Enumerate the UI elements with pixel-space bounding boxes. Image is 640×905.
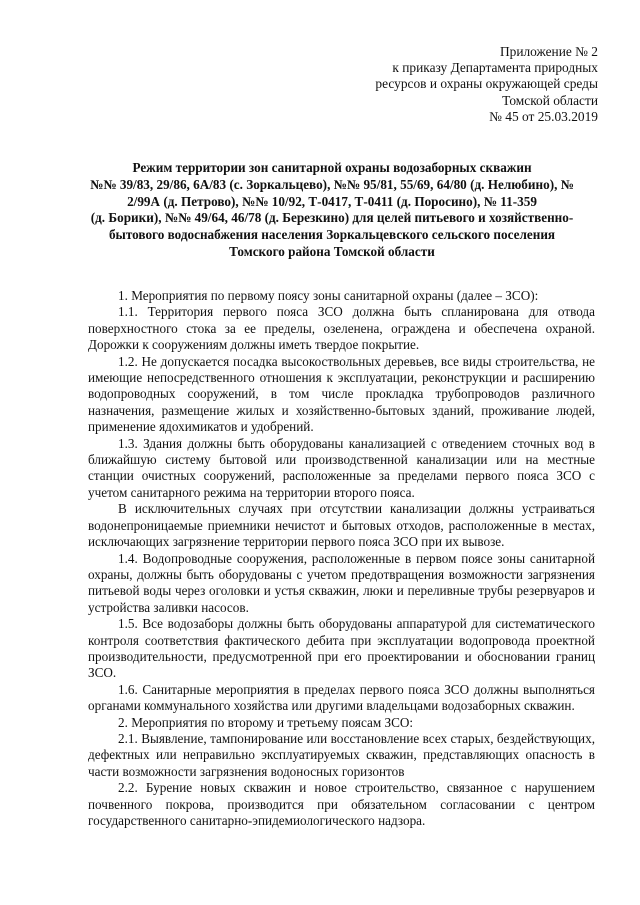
title-line: Режим территории зон санитарной охраны водозаборных скважин (132, 160, 532, 175)
appendix-line: Томской области (502, 92, 598, 108)
document-title (72, 160, 592, 261)
paragraph: 1.1. Территория первого пояса ЗСО должна быть спланирована для отвода поверхностного стока за ее пределы, озеленена, ограждена и обеспечена охраной. Дорожки к сооружениям должны иметь твердое покрытие. (88, 304, 595, 353)
paragraph: 2.2. Бурение новых скважин и новое строительство, связанное с нарушением почвенного покрова, производится при обязательном согласовании с центром государственного санитарно-эпидемиологического надзора. (88, 780, 595, 828)
title-line: №№ 39/83, 29/86, 6А/83 (с. Зоркальцево), №№ 95/81, 55/69, 64/80 (д. Нелюбино), № (90, 176, 574, 192)
section-heading: 1. Мероприятия по первому поясу зоны санитарной охраны (далее – ЗСО): (118, 288, 539, 303)
title-line: 2/99А (д. Петрово), №№ 10/92, Т-0417, Т-0411 (д. Поросино), № 11-359 (127, 193, 537, 209)
appendix-line: ресурсов и охраны окружающей среды (375, 76, 598, 92)
section-heading: 2. Мероприятия по второму и третьему поясам ЗСО: (118, 714, 414, 730)
paragraph: 1.5. Все водозаборы должны быть оборудованы аппаратурой для систематического контроля соответствия фактического дебита при эксплуатации водопровода проектной производительности, предусмотренной при его проектировании и обосновании границ ЗСО. (88, 616, 595, 681)
appendix-block (375, 44, 598, 125)
paragraph: 1.4. Водопроводные сооружения, расположенные в первом поясе зоны санитарной охраны, должны быть оборудованы с учетом предотвращения возможности загрязнения питьевой воды через оголовки и устья скважин, люки и переливные трубы резервуаров и устройства заливки насосов. (88, 550, 595, 615)
paragraph: 1.3. Здания должны быть оборудованы канализацией с отведением сточных вод в ближайшую систему бытовой или производственной канализации или на местные станции очистных сооружений, расположенные за пределами первого пояса ЗСО с учетом санитарного режима на территории второго пояса. (88, 435, 595, 500)
title-line: бытового водоснабжения населения Зоркальцевского сельского поселения (108, 227, 556, 243)
paragraph: В исключительных случаях при отсутствии канализации должны устраиваться водонепроницаемые приемники нечистот и бытовых отходов, расположенные в местах, исключающих загрязнение территории первого пояса ЗСО при их вывозе. (88, 501, 595, 550)
title-line: (д. Борики), №№ 49/64, 46/78 (д. Березкино) для целей питьевого и хозяйственно- (90, 210, 574, 226)
paragraph: 2.1. Выявление, тампонирование или восстановление всех старых, бездействующих, дефектных или неправильно эксплуатируемых скважин, представляющих опасность в части возможности загрязнения водоносных горизонтов (88, 730, 595, 779)
paragraph: 1.2. Не допускается посадка высокоствольных деревьев, все виды строительства, не имеющие непосредственного отношения к эксплуатации, реконструкции и расширению водопроводных сооружений, в том числе прокладка трубопроводов различного назначения, размещение жилых и хозяйственно-бытовых зданий, проживание людей, применение ядохимикатов и удобрений. (88, 353, 595, 435)
title-line: Томского района Томской области (229, 243, 435, 259)
document-body (88, 288, 595, 829)
appendix-line: Приложение № 2 (499, 44, 598, 59)
paragraph: 1.6. Санитарные мероприятия в пределах первого пояса ЗСО должны выполняться органами коммунального хозяйства или другими владельцами водозаборных скважин. (88, 681, 595, 714)
appendix-line: № 45 от 25.03.2019 (489, 108, 598, 124)
appendix-line: к приказу Департамента природных (392, 60, 598, 76)
